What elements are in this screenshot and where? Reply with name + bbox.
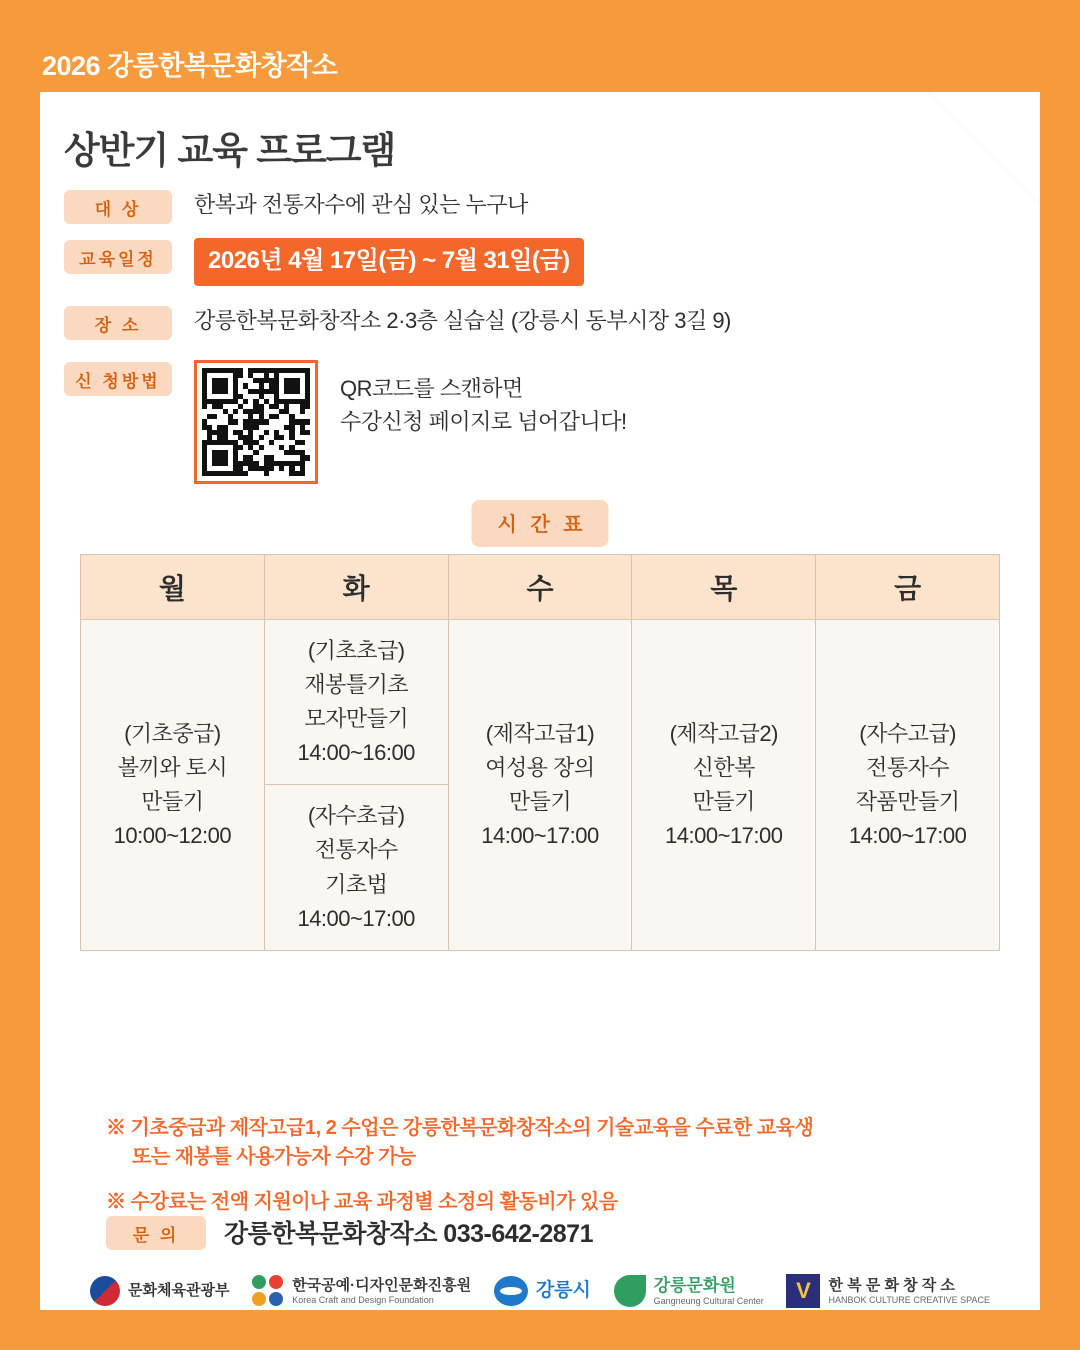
logo-kcdf-label: 한국공예·디자인문화진흥원 [292, 1277, 472, 1294]
hanbok-v-icon: V [786, 1274, 820, 1308]
contact-label: 문 의 [106, 1216, 206, 1250]
info-value-target: 한복과 전통자수에 관심 있는 누구나 [194, 192, 528, 217]
taegeuk-icon [90, 1276, 120, 1306]
note-2-line-1: ※ 수강료는 전액 지원이나 교육 과정별 소정의 활동비가 있음 [106, 1191, 618, 1213]
apply-line-2: 수강신청 페이지로 넘어갑니다! [340, 409, 627, 434]
logo-bar [90, 1274, 990, 1308]
info-label-target: 대 상 [64, 190, 172, 224]
kcdf-icon [252, 1275, 284, 1307]
logo-gcc-text-wrap [654, 1276, 764, 1306]
info-label-apply: 신 청방법 [64, 362, 172, 396]
logo-hanbok-text-wrap [828, 1277, 990, 1305]
timetable-header-wed: 수 [448, 555, 632, 620]
info-row-place [64, 304, 994, 340]
info-value-place: 강릉한복문화창작소 2·3층 실습실 (강릉시 동부시장 3길 9) [194, 308, 731, 333]
note-1-line-1: ※ 기초중급과 제작고급1, 2 수업은 강릉한복문화창작소의 기술교육을 수료한 교육생 [106, 1117, 814, 1139]
logo-mcst [90, 1276, 229, 1306]
timetable-header-fri: 금 [816, 555, 1000, 620]
logo-mcst-label: 문화체육관광부 [128, 1282, 230, 1299]
logo-gangneung-city-label: 강릉시 [535, 1279, 591, 1301]
contact-row [106, 1214, 593, 1250]
timetable-cell-tue-bottom: (자수초급) 전통자수 기초법 14:00~17:00 [264, 785, 448, 950]
leaf-icon [614, 1275, 646, 1307]
table-row [81, 620, 1000, 785]
timetable-badge: 시 간 표 [471, 500, 608, 547]
logo-hanbok-space [786, 1274, 990, 1308]
logo-hanbok-label: 한 복 문 화 창 작 소 [828, 1277, 955, 1294]
apply-instructions [340, 372, 627, 438]
timetable-header-mon: 월 [81, 555, 265, 620]
logo-kcdf [252, 1275, 471, 1307]
info-value-schedule: 2026년 4월 17일(금) ~ 7월 31일(금) [194, 238, 584, 286]
logo-gangneung-city [494, 1276, 591, 1306]
logo-gcc-label: 강릉문화원 [653, 1275, 736, 1295]
page-title: 상반기 교육 프로그램 [64, 130, 396, 171]
logo-kcdf-sublabel: Korea Craft and Design Foundation [292, 1295, 434, 1305]
note-1 [106, 1114, 1006, 1172]
timetable-header-row [81, 555, 1000, 620]
timetable-cell-mon: (기초중급) 볼끼와 토시 만들기 10:00~12:00 [81, 620, 265, 951]
gangneung-wave-icon [494, 1276, 528, 1306]
logo-kcdf-text-wrap [292, 1277, 471, 1305]
info-row-target [64, 188, 994, 224]
timetable-cell-thu: (제작고급2) 신한복 만들기 14:00~17:00 [632, 620, 816, 951]
timetable-cell-wed: (제작고급1) 여성용 장의 만들기 14:00~17:00 [448, 620, 632, 951]
note-2 [106, 1188, 1006, 1217]
poster-card [40, 92, 1040, 1310]
info-rows [64, 188, 994, 498]
logo-hanbok-sublabel: HANBOK CULTURE CREATIVE SPACE [828, 1295, 990, 1305]
timetable-cell-tue-top: (기초초급) 재봉틀기초 모자만들기 14:00~16:00 [264, 620, 448, 785]
info-label-place: 장 소 [64, 306, 172, 340]
logo-gangneung-cultural-center [614, 1275, 764, 1307]
contact-value: 강릉한복문화창작소 033-642-2871 [224, 1220, 593, 1248]
qr-code-icon[interactable] [194, 360, 318, 484]
info-label-schedule: 교육일정 [64, 240, 172, 274]
info-row-schedule [64, 238, 994, 286]
info-value-schedule-wrap [194, 238, 584, 286]
poster-header: 2026 강릉한복문화창작소 [42, 51, 338, 81]
timetable-cell-fri: (자수고급) 전통자수 작품만들기 14:00~17:00 [816, 620, 1000, 951]
timetable [80, 554, 1000, 951]
info-row-apply [64, 360, 994, 484]
logo-gcc-sublabel: Gangneung Cultural Center [653, 1296, 764, 1307]
apply-line-1: QR코드를 스캔하면 [340, 376, 523, 401]
note-1-line-2: 또는 재봉틀 사용가능자 수강 가능 [132, 1146, 416, 1168]
timetable-header-thu: 목 [632, 555, 816, 620]
timetable-header-tue: 화 [264, 555, 448, 620]
